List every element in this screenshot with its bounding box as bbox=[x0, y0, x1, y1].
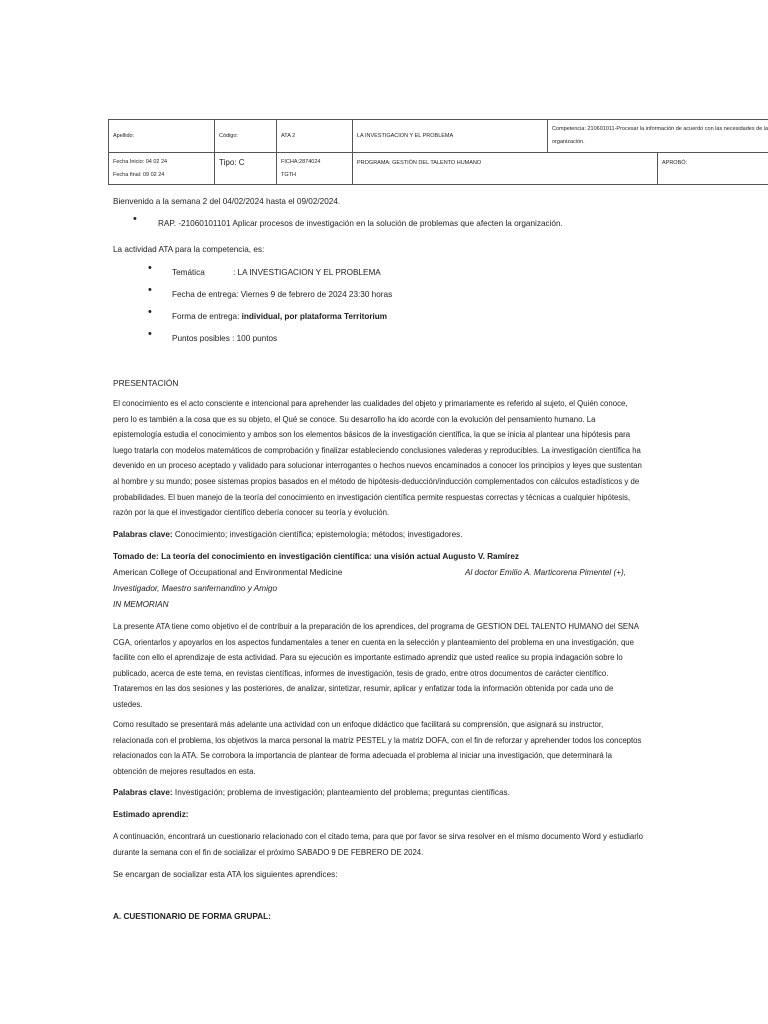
fecha-inicio: Fecha Inicio: 04 02 24 bbox=[113, 158, 168, 165]
bullet-icon: • bbox=[148, 306, 152, 318]
result-paragraph bbox=[113, 717, 658, 779]
presentacion-line: luego tratarla con modelos matemáticos de comprobación y finalizar estableciendo conclusiones valederas y reproducibles. La investigación científica ha bbox=[113, 445, 641, 455]
programa-cell: PROGRAMA: GESTIÓN DEL TALENTO HUMANO bbox=[353, 153, 658, 185]
fecha-entrega: Fecha de entrega: Viernes 9 de febrero de 2024 23:30 horas bbox=[172, 290, 393, 299]
paragraph-line: relacionados con la ATA. Se corrobora la importancia de plantear de forma adecuada el problema al iniciar una investigación, que determinará la bbox=[113, 751, 613, 761]
keywords-2 bbox=[113, 787, 510, 799]
activity-intro: La actividad ATA para la competencia, es: bbox=[113, 245, 265, 254]
keywords-value: Conocimiento; investigación científica; epistemología; métodos; investigadores. bbox=[172, 530, 463, 539]
investigador-text: Investigador, Maestro sanfernandino y Amigo bbox=[113, 584, 277, 593]
forma-value: individual, por plataforma Territorium bbox=[241, 312, 388, 321]
paragraph-line: durante la semana con el fin de socializar el próximo SABADO 9 DE FEBRERO DE 2024. bbox=[113, 847, 424, 857]
presentacion-line: epistemología estudia el conocimiento y ambos son los elementos básicos de la investigación científica, la que se inicia al plantear una hipótesis para bbox=[113, 430, 631, 440]
fecha-final: Fecha final: 09 02 24 bbox=[113, 171, 165, 178]
forma-entrega bbox=[172, 311, 387, 323]
competencia-cell bbox=[548, 120, 768, 153]
keywords-1 bbox=[113, 529, 463, 541]
apellido-cell: Apellido: bbox=[109, 120, 215, 153]
presentacion-line: probabilidades. El buen manejo de la teoría del conocimiento en investigación científica permite respuestas correctas y técnicas a cualquier hipótesis, bbox=[113, 492, 631, 502]
welcome-text: Bienvenido a la semana 2 del 04/02/2024 hasta el 09/02/2024. bbox=[113, 197, 341, 206]
keywords-label: Palabras clave: bbox=[113, 530, 173, 539]
paragraph-line: Trataremos en las dos sesiones y las posteriores, de analizar, sintetizar, resumir, aplicar y enfatizar toda la información obtenida por cada uno de bbox=[113, 684, 614, 694]
bullet-icon: • bbox=[133, 213, 137, 225]
tematica-value: : LA INVESTIGACION Y EL PROBLEMA bbox=[233, 268, 381, 277]
paragraph-line: relacionada con el problema, los objetivos la marca personal la matriz PESTEL y la matriz DOFA, con el fin de reforzar y aprehender todos los conceptos bbox=[113, 735, 642, 745]
keywords-label: Palabras clave: bbox=[113, 788, 173, 797]
paragraph-line: CGA, orientarlos y apoyarlos en los aspectos fundamentales a tener en cuenta en la selección y planteamiento del problema en una investigación, que bbox=[113, 637, 634, 647]
header-table bbox=[108, 119, 768, 185]
presentacion-line: pero lo es también a la cosa que es su objeto, el Qué se conoce. Su desarrollo ha ido acorde con la evolución del pensamiento humano. La bbox=[113, 414, 596, 424]
memoriam-text: IN MEMORIAN bbox=[113, 600, 169, 609]
socializar-text: Se encargan de socializar esta ATA los siguientes aprendices: bbox=[113, 870, 338, 879]
ata-cell: ATA 2 bbox=[277, 120, 353, 153]
source-title: La teoría del conocimiento en investigación científica: una visión actual Augusto V. Ramírez bbox=[158, 552, 519, 561]
estimado-heading: Estimado aprendiz: bbox=[113, 810, 189, 819]
source-citation bbox=[113, 551, 519, 563]
objective-paragraph bbox=[113, 619, 658, 713]
keywords-value: Investigación; problema de investigación; planteamiento del problema; preguntas científicas. bbox=[172, 788, 510, 797]
paragraph-line: ustedes. bbox=[113, 699, 143, 709]
codigo-cell: Código: bbox=[215, 120, 277, 153]
tipo-cell: Tipo: C bbox=[215, 153, 277, 185]
presentacion-line: al hombre y su mundo; posee sistemas propios basados en el método de hipótesis-deducción/inducción complementados con cálculos estadísticos y de bbox=[113, 476, 640, 486]
forma-label: Forma de entrega: bbox=[172, 312, 242, 321]
paragraph-line: Como resultado se presentará más adelante una actividad con un enfoque didáctico que facilitará su comprensión, que asignará su instructor, bbox=[113, 720, 604, 729]
tgth: TGTH bbox=[281, 171, 296, 178]
bullet-icon: • bbox=[148, 284, 152, 296]
paragraph-line: facilite con ello el aprendizaje de esta actividad. Para su ejecución es importante estimado aprendiz que usted realice su propia indagación sobre lo bbox=[113, 653, 623, 663]
aprobo-cell: APROBÓ: bbox=[658, 153, 768, 185]
rap-text: RAP. -21060101101 Aplicar procesos de investigación en la solución de problemas que afecten la organización. bbox=[158, 219, 563, 228]
dedication-text: Al doctor Emilio A. Marticorena Pimentel (+), bbox=[465, 568, 626, 577]
paragraph-line: La presente ATA tiene como objetivo el de contribuir a la preparación de los aprendices, del programa de GESTION DEL TALENTO HUMANO del SENA bbox=[113, 622, 639, 631]
puntos: Puntos posibles : 100 puntos bbox=[172, 334, 278, 343]
presentacion-line: devenido en un proceso aceptado y validado para solucionar interrogantes o hechos nuevos encaminados a conocer los principios y leyes que sustentan bbox=[113, 461, 642, 471]
competencia-line-1: Competencia: 210601011-Procesar la información de acuerdo con las necesidades de la bbox=[552, 126, 768, 132]
ficha-cell bbox=[277, 153, 353, 185]
cuestionario-title: A. CUESTIONARIO DE FORMA GRUPAL: bbox=[113, 912, 271, 921]
tema-cell: LA INVESTIGACION Y EL PROBLEMA bbox=[353, 120, 548, 153]
header-row-1 bbox=[109, 120, 768, 153]
competencia-line-2: organización. bbox=[552, 139, 585, 145]
paragraph-line: obtención de mejores resultados en esta. bbox=[113, 766, 256, 776]
presentacion-title: PRESENTACIÓN bbox=[113, 378, 179, 388]
fechas-cell bbox=[109, 153, 215, 185]
continuation-paragraph bbox=[113, 829, 658, 860]
header-row-2 bbox=[109, 153, 768, 185]
college-text: American College of Occupational and Environmental Medicine bbox=[113, 568, 343, 577]
source-label: Tomado de: bbox=[113, 552, 159, 561]
paragraph-line: A continuación, encontrará un cuestionario relacionado con el citado tema, para que por favor se sirva resolver en el mismo documento Word y estudiarlo bbox=[113, 832, 643, 841]
paragraph-line: publicado, acerca de este tema, en revistas científicas, informes de investigación, tesis de grado, entre otros documentos de carácter científico. bbox=[113, 668, 609, 678]
presentacion-line: El conocimiento es el acto consciente e intencional para aprehender las cualidades del objeto y primariamente es referido al sujeto, el Quién conoce, bbox=[113, 399, 628, 408]
presentacion-paragraph bbox=[113, 396, 658, 521]
bullet-icon: • bbox=[148, 262, 152, 274]
tematica-label: Temática bbox=[172, 268, 205, 277]
ficha: FICHA:2874024 bbox=[281, 158, 321, 165]
presentacion-line: razón por la que el investigador científico debería conocer su teoría y evolución. bbox=[113, 508, 390, 518]
bullet-icon: • bbox=[148, 328, 152, 340]
